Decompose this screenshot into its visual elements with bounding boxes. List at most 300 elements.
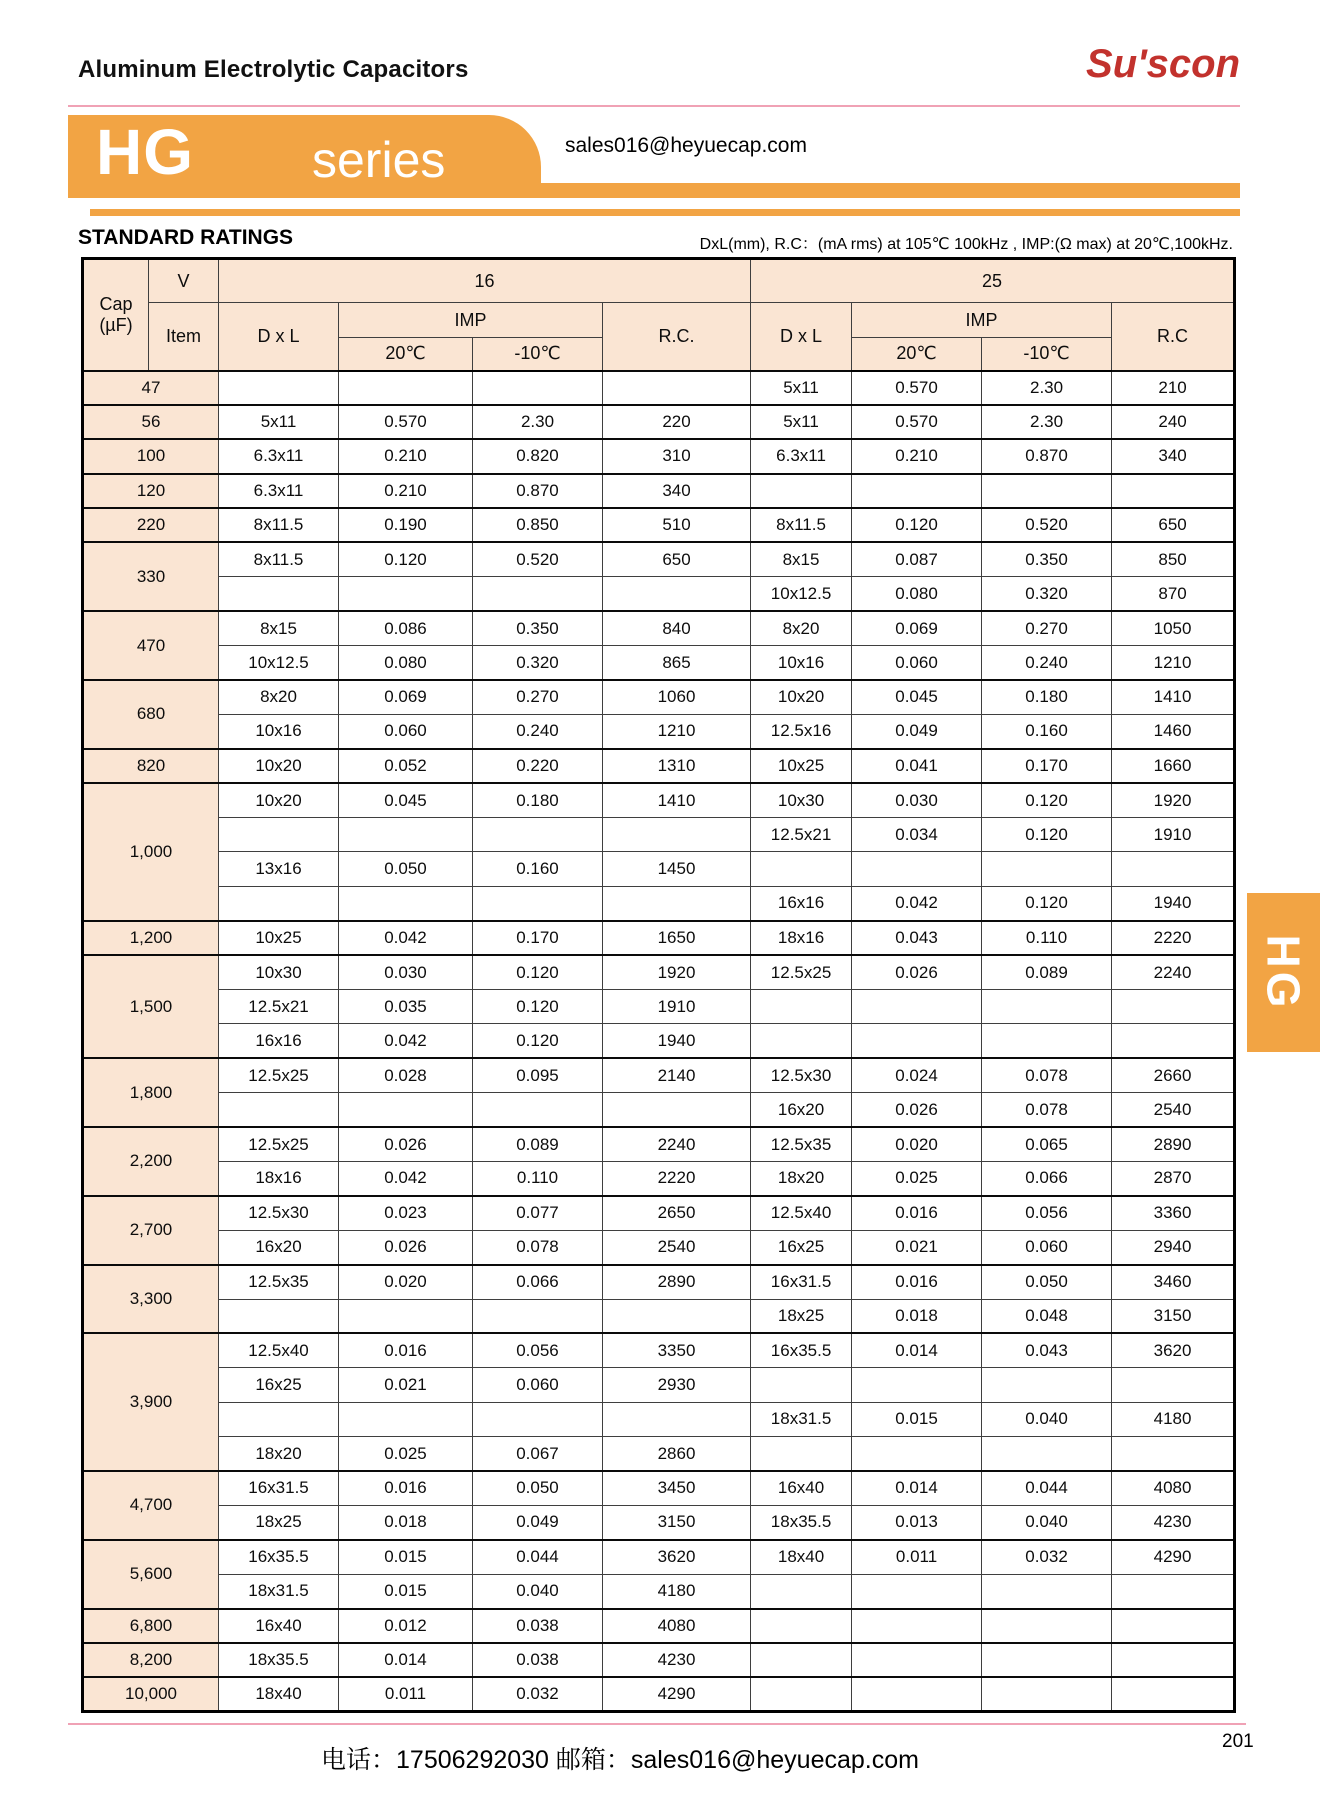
table-cell: 18x20 xyxy=(219,1437,339,1471)
table-cell xyxy=(339,886,473,920)
table-cell: 0.030 xyxy=(339,955,473,989)
table-cell xyxy=(339,577,473,611)
table-row xyxy=(83,1161,1235,1195)
cap-value: 1,200 xyxy=(83,921,219,955)
table-cell: 0.180 xyxy=(982,680,1112,714)
table-cell: 13x16 xyxy=(219,852,339,886)
table-row xyxy=(83,1609,1235,1643)
table-cell: 0.024 xyxy=(852,1058,982,1092)
table-cell: 0.320 xyxy=(982,577,1112,611)
table-cell: 0.120 xyxy=(339,542,473,576)
table-cell: 0.120 xyxy=(982,818,1112,852)
table-cell: 8x20 xyxy=(219,680,339,714)
table-cell: 0.170 xyxy=(982,749,1112,783)
table-cell: 340 xyxy=(1112,439,1235,473)
table-cell: 0.170 xyxy=(473,921,603,955)
table-cell: 10x25 xyxy=(219,921,339,955)
table-cell: 0.060 xyxy=(982,1230,1112,1264)
table-cell xyxy=(473,371,603,405)
table-cell: 0.025 xyxy=(852,1161,982,1195)
table-cell: 0.020 xyxy=(339,1265,473,1299)
table-cell xyxy=(751,1574,852,1608)
table-cell xyxy=(982,1574,1112,1608)
table-cell xyxy=(339,1093,473,1127)
col-header-voltage: V xyxy=(149,259,219,303)
table-cell: 16x20 xyxy=(751,1093,852,1127)
table-cell: 0.120 xyxy=(473,990,603,1024)
table-cell: 2220 xyxy=(603,1161,751,1195)
table-row xyxy=(83,1127,1235,1161)
table-cell: 0.190 xyxy=(339,508,473,542)
table-cell: 1050 xyxy=(1112,611,1235,645)
table-cell: 16x25 xyxy=(219,1368,339,1402)
table-row xyxy=(83,1505,1235,1539)
table-cell: 0.044 xyxy=(982,1471,1112,1505)
col-header-25v: 25 xyxy=(751,259,1235,303)
table-row xyxy=(83,955,1235,989)
contact-email: sales016@heyuecap.com xyxy=(565,134,807,157)
cap-value: 56 xyxy=(83,405,219,439)
table-cell xyxy=(852,1574,982,1608)
table-cell: 3450 xyxy=(603,1471,751,1505)
table-cell xyxy=(982,1437,1112,1471)
table-cell: 3150 xyxy=(603,1505,751,1539)
table-cell: 1450 xyxy=(603,852,751,886)
table-cell: 0.350 xyxy=(473,611,603,645)
col-header-20c-16: 20℃ xyxy=(339,338,473,371)
table-cell: 6.3x11 xyxy=(751,439,852,473)
table-cell: 12.5x40 xyxy=(751,1196,852,1230)
table-row xyxy=(83,405,1235,439)
table-row xyxy=(83,646,1235,680)
table-cell: 650 xyxy=(1112,508,1235,542)
table-cell xyxy=(1112,1024,1235,1058)
table-cell xyxy=(1112,852,1235,886)
col-header-20c-25: 20℃ xyxy=(852,338,982,371)
table-cell: 0.016 xyxy=(852,1196,982,1230)
table-cell: 4230 xyxy=(603,1643,751,1677)
table-cell: 18x31.5 xyxy=(751,1402,852,1436)
table-cell: 0.043 xyxy=(982,1333,1112,1367)
table-cell: 0.120 xyxy=(982,886,1112,920)
col-header-item: Item xyxy=(149,303,219,371)
table-cell: 2860 xyxy=(603,1437,751,1471)
table-cell: 1650 xyxy=(603,921,751,955)
cap-value: 1,000 xyxy=(83,783,219,921)
table-cell xyxy=(219,577,339,611)
table-cell xyxy=(982,1024,1112,1058)
table-cell: 0.060 xyxy=(473,1368,603,1402)
table-cell: 18x25 xyxy=(219,1505,339,1539)
table-cell xyxy=(852,1609,982,1643)
table-cell: 0.120 xyxy=(473,1024,603,1058)
table-cell: 2.30 xyxy=(982,371,1112,405)
table-cell: 12.5x25 xyxy=(219,1058,339,1092)
table-cell: 0.850 xyxy=(473,508,603,542)
cap-value: 47 xyxy=(83,371,219,405)
table-cell xyxy=(1112,1574,1235,1608)
standard-ratings-table-wrap xyxy=(81,257,1236,1713)
table-cell xyxy=(1112,1643,1235,1677)
table-cell xyxy=(751,1368,852,1402)
table-cell: 0.040 xyxy=(473,1574,603,1608)
table-cell: 16x16 xyxy=(219,1024,339,1058)
table-cell: 0.018 xyxy=(339,1505,473,1539)
table-cell: 310 xyxy=(603,439,751,473)
table-cell: 0.014 xyxy=(852,1333,982,1367)
table-row xyxy=(83,1540,1235,1574)
table-row xyxy=(83,1093,1235,1127)
table-cell: 6.3x11 xyxy=(219,439,339,473)
table-cell: 0.065 xyxy=(982,1127,1112,1161)
table-cell: 865 xyxy=(603,646,751,680)
table-cell: 10x12.5 xyxy=(751,577,852,611)
table-cell xyxy=(751,852,852,886)
table-cell: 340 xyxy=(603,474,751,508)
table-cell: 0.086 xyxy=(339,611,473,645)
table-cell: 2940 xyxy=(1112,1230,1235,1264)
table-cell: 2.30 xyxy=(473,405,603,439)
table-cell xyxy=(603,818,751,852)
table-cell xyxy=(1112,1368,1235,1402)
table-row xyxy=(83,611,1235,645)
table-cell: 0.026 xyxy=(339,1127,473,1161)
table-cell: 1910 xyxy=(603,990,751,1024)
table-cell: 12.5x30 xyxy=(219,1196,339,1230)
table-cell xyxy=(982,1609,1112,1643)
table-cell: 2890 xyxy=(603,1265,751,1299)
orange-divider xyxy=(90,209,1240,216)
table-cell xyxy=(982,852,1112,886)
table-cell: 5x11 xyxy=(751,405,852,439)
table-cell: 0.120 xyxy=(982,783,1112,817)
table-cell xyxy=(751,1609,852,1643)
table-cell: 0.050 xyxy=(339,852,473,886)
table-cell xyxy=(603,1299,751,1333)
table-cell: 10x12.5 xyxy=(219,646,339,680)
table-cell: 10x25 xyxy=(751,749,852,783)
table-cell: 10x20 xyxy=(751,680,852,714)
table-cell: 0.087 xyxy=(852,542,982,576)
table-cell: 1920 xyxy=(603,955,751,989)
table-cell xyxy=(603,371,751,405)
table-cell xyxy=(1112,990,1235,1024)
table-cell: 2140 xyxy=(603,1058,751,1092)
table-row xyxy=(83,1437,1235,1471)
table-cell: 0.018 xyxy=(852,1299,982,1333)
table-row xyxy=(83,921,1235,955)
table-cell: 10x20 xyxy=(219,749,339,783)
table-cell: 1920 xyxy=(1112,783,1235,817)
table-cell: 0.040 xyxy=(982,1402,1112,1436)
table-cell: 0.032 xyxy=(473,1677,603,1711)
table-cell: 12.5x25 xyxy=(751,955,852,989)
table-cell: 3350 xyxy=(603,1333,751,1367)
table-cell xyxy=(982,474,1112,508)
table-row xyxy=(83,1333,1235,1367)
table-row xyxy=(83,371,1235,405)
table-cell: 18x20 xyxy=(751,1161,852,1195)
table-cell: 12.5x16 xyxy=(751,714,852,748)
table-cell: 0.270 xyxy=(473,680,603,714)
table-cell xyxy=(751,1643,852,1677)
series-banner-strip xyxy=(500,183,1240,198)
table-cell xyxy=(339,818,473,852)
table-cell: 0.240 xyxy=(982,646,1112,680)
table-cell xyxy=(852,1677,982,1711)
table-cell: 0.040 xyxy=(982,1505,1112,1539)
table-cell xyxy=(473,1299,603,1333)
table-cell: 12.5x21 xyxy=(751,818,852,852)
table-cell: 16x35.5 xyxy=(751,1333,852,1367)
table-cell: 0.038 xyxy=(473,1643,603,1677)
table-cell xyxy=(982,1368,1112,1402)
table-cell: 1410 xyxy=(603,783,751,817)
table-cell: 4180 xyxy=(603,1574,751,1608)
table-cell xyxy=(473,886,603,920)
table-cell: 16x25 xyxy=(751,1230,852,1264)
table-cell: 0.069 xyxy=(339,680,473,714)
table-cell: 16x31.5 xyxy=(219,1471,339,1505)
table-row xyxy=(83,1265,1235,1299)
table-row xyxy=(83,1299,1235,1333)
section-title: STANDARD RATINGS xyxy=(78,226,294,249)
header-divider xyxy=(68,105,1240,107)
table-cell: 0.049 xyxy=(473,1505,603,1539)
table-cell: 0.270 xyxy=(982,611,1112,645)
table-cell: 0.030 xyxy=(852,783,982,817)
table-cell xyxy=(473,1402,603,1436)
table-cell xyxy=(339,1402,473,1436)
cap-value: 8,200 xyxy=(83,1643,219,1677)
table-cell xyxy=(852,852,982,886)
table-cell: 0.078 xyxy=(982,1093,1112,1127)
table-cell: 8x11.5 xyxy=(219,542,339,576)
table-cell: 0.025 xyxy=(339,1437,473,1471)
table-cell: 4080 xyxy=(1112,1471,1235,1505)
table-cell: 0.067 xyxy=(473,1437,603,1471)
table-cell xyxy=(219,1093,339,1127)
table-cell: 0.026 xyxy=(852,955,982,989)
table-cell: 0.056 xyxy=(473,1333,603,1367)
table-cell: 8x15 xyxy=(219,611,339,645)
table-cell: 0.041 xyxy=(852,749,982,783)
table-cell: 0.570 xyxy=(852,371,982,405)
table-row xyxy=(83,749,1235,783)
table-cell xyxy=(751,1024,852,1058)
table-cell: 2220 xyxy=(1112,921,1235,955)
table-cell xyxy=(219,818,339,852)
table-cell: 16x16 xyxy=(751,886,852,920)
table-cell xyxy=(982,990,1112,1024)
table-cell: 2240 xyxy=(603,1127,751,1161)
table-cell: 0.034 xyxy=(852,818,982,852)
table-cell xyxy=(751,474,852,508)
table-cell: 18x40 xyxy=(219,1677,339,1711)
table-cell: 12.5x35 xyxy=(219,1265,339,1299)
table-cell: 4230 xyxy=(1112,1505,1235,1539)
table-cell xyxy=(603,1402,751,1436)
table-cell: 0.015 xyxy=(339,1574,473,1608)
table-cell: 0.089 xyxy=(473,1127,603,1161)
table-cell: 1310 xyxy=(603,749,751,783)
table-cell: 18x40 xyxy=(751,1540,852,1574)
table-cell: 0.120 xyxy=(852,508,982,542)
table-cell: 5x11 xyxy=(219,405,339,439)
table-row xyxy=(83,1677,1235,1711)
table-cell: 0.015 xyxy=(339,1540,473,1574)
table-cell: 12.5x40 xyxy=(219,1333,339,1367)
table-cell: 0.120 xyxy=(473,955,603,989)
table-row xyxy=(83,439,1235,473)
table-cell: 0.210 xyxy=(339,474,473,508)
table-cell: 850 xyxy=(1112,542,1235,576)
table-cell: 10x16 xyxy=(751,646,852,680)
table-cell: 0.080 xyxy=(339,646,473,680)
table-row xyxy=(83,1024,1235,1058)
table-cell xyxy=(603,886,751,920)
table-cell: 0.080 xyxy=(852,577,982,611)
table-cell: 4180 xyxy=(1112,1402,1235,1436)
col-header-rc-25: R.C xyxy=(1112,303,1235,371)
cap-value: 6,800 xyxy=(83,1609,219,1643)
cap-value: 820 xyxy=(83,749,219,783)
table-cell xyxy=(473,818,603,852)
table-cell: 0.870 xyxy=(982,439,1112,473)
table-cell: 0.078 xyxy=(473,1230,603,1264)
cap-value: 10,000 xyxy=(83,1677,219,1711)
cap-label-line1: Cap xyxy=(99,293,133,314)
col-header-16v: 16 xyxy=(219,259,751,303)
table-row xyxy=(83,508,1235,542)
table-cell xyxy=(603,577,751,611)
table-cell: 0.026 xyxy=(852,1093,982,1127)
table-cell: 18x16 xyxy=(219,1161,339,1195)
table-cell: 0.020 xyxy=(852,1127,982,1161)
table-row xyxy=(83,1471,1235,1505)
table-cell: 16x35.5 xyxy=(219,1540,339,1574)
table-cell: 0.028 xyxy=(339,1058,473,1092)
table-cell xyxy=(339,371,473,405)
table-cell: 0.570 xyxy=(852,405,982,439)
table-cell: 0.012 xyxy=(339,1609,473,1643)
table-cell: 0.069 xyxy=(852,611,982,645)
table-cell: 3460 xyxy=(1112,1265,1235,1299)
table-cell: 18x31.5 xyxy=(219,1574,339,1608)
table-cell: 16x40 xyxy=(751,1471,852,1505)
table-row xyxy=(83,1196,1235,1230)
table-cell: 0.052 xyxy=(339,749,473,783)
table-cell: 18x25 xyxy=(751,1299,852,1333)
table-cell: 220 xyxy=(603,405,751,439)
table-cell: 0.045 xyxy=(852,680,982,714)
table-cell: 12.5x21 xyxy=(219,990,339,1024)
col-header-rc-16: R.C. xyxy=(603,303,751,371)
table-cell xyxy=(219,371,339,405)
table-cell: 0.014 xyxy=(852,1471,982,1505)
table-cell: 10x20 xyxy=(219,783,339,817)
table-cell: 1460 xyxy=(1112,714,1235,748)
table-cell: 10x30 xyxy=(751,783,852,817)
table-cell: 0.011 xyxy=(339,1677,473,1711)
cap-value: 5,600 xyxy=(83,1540,219,1609)
table-cell: 0.015 xyxy=(852,1402,982,1436)
table-cell: 0.350 xyxy=(982,542,1112,576)
footer-divider xyxy=(68,1723,1246,1725)
table-cell: 2930 xyxy=(603,1368,751,1402)
table-cell: 0.023 xyxy=(339,1196,473,1230)
table-cell: 1660 xyxy=(1112,749,1235,783)
table-cell: 0.570 xyxy=(339,405,473,439)
table-cell: 650 xyxy=(603,542,751,576)
table-cell: 0.026 xyxy=(339,1230,473,1264)
table-cell: 0.042 xyxy=(339,921,473,955)
table-cell xyxy=(1112,1677,1235,1711)
table-cell: 8x11.5 xyxy=(219,508,339,542)
table-cell: 3620 xyxy=(603,1540,751,1574)
table-cell: 18x16 xyxy=(751,921,852,955)
table-row xyxy=(83,886,1235,920)
table-cell xyxy=(852,1368,982,1402)
table-cell xyxy=(852,1643,982,1677)
table-cell: 2240 xyxy=(1112,955,1235,989)
table-cell: 1060 xyxy=(603,680,751,714)
col-header-m10c-16: -10℃ xyxy=(473,338,603,371)
table-row xyxy=(83,474,1235,508)
cap-value: 2,200 xyxy=(83,1127,219,1196)
col-header-imp-25: IMP xyxy=(852,303,1112,338)
table-row xyxy=(83,1402,1235,1436)
table-cell: 0.210 xyxy=(852,439,982,473)
cap-value: 680 xyxy=(83,680,219,749)
table-cell xyxy=(982,1677,1112,1711)
series-side-tab xyxy=(1247,893,1320,1052)
series-banner xyxy=(68,115,541,198)
table-row xyxy=(83,1368,1235,1402)
table-cell: 5x11 xyxy=(751,371,852,405)
table-cell xyxy=(219,1299,339,1333)
cap-value: 470 xyxy=(83,611,219,680)
table-cell xyxy=(219,886,339,920)
table-cell xyxy=(1112,1437,1235,1471)
table-cell: 0.049 xyxy=(852,714,982,748)
table-cell: 0.095 xyxy=(473,1058,603,1092)
table-cell: 1940 xyxy=(1112,886,1235,920)
table-cell: 0.060 xyxy=(339,714,473,748)
table-cell: 0.050 xyxy=(473,1471,603,1505)
table-cell: 0.110 xyxy=(473,1161,603,1195)
table-cell: 1410 xyxy=(1112,680,1235,714)
table-cell: 12.5x35 xyxy=(751,1127,852,1161)
table-cell xyxy=(852,474,982,508)
table-row xyxy=(83,818,1235,852)
cap-value: 330 xyxy=(83,542,219,611)
table-cell: 0.045 xyxy=(339,783,473,817)
series-word: series xyxy=(312,132,446,188)
table-cell: 0.078 xyxy=(982,1058,1112,1092)
page-number: 201 xyxy=(1222,1731,1254,1752)
table-cell xyxy=(603,1093,751,1127)
table-cell: 0.520 xyxy=(473,542,603,576)
table-cell: 0.320 xyxy=(473,646,603,680)
table-cell: 0.210 xyxy=(339,439,473,473)
table-row xyxy=(83,990,1235,1024)
table-cell: 4290 xyxy=(1112,1540,1235,1574)
cap-value: 2,700 xyxy=(83,1196,219,1265)
table-cell: 1210 xyxy=(1112,646,1235,680)
table-row xyxy=(83,852,1235,886)
table-cell: 0.016 xyxy=(339,1333,473,1367)
